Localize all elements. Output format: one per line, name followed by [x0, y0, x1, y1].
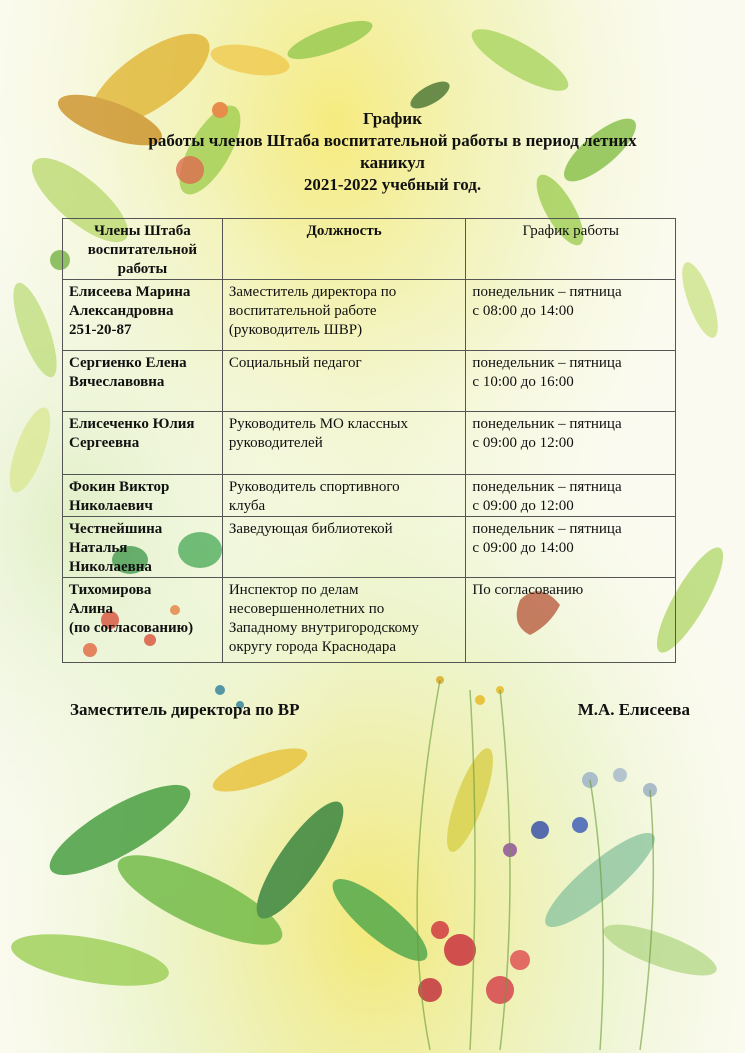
position-cell: Социальный педагог	[222, 351, 466, 412]
member-cell: Честнейшина Наталья Николаевна	[63, 517, 223, 578]
member-cell: Елисеева Марина Александровна 251-20-87	[63, 280, 223, 351]
title-line-1: График	[362, 109, 423, 128]
position-cell: Заместитель директора по воспитательной работе (руководитель ШВР)	[222, 280, 466, 351]
title-line-4: 2021-2022 учебный год.	[303, 175, 482, 194]
position-cell: Заведующая библиотекой	[222, 517, 466, 578]
signature-name: М.А. Елисеева	[577, 700, 690, 719]
schedule-cell: понедельник – пятница с 09:00 до 12:00	[466, 475, 676, 517]
table-row	[63, 351, 676, 412]
member-cell: Фокин Виктор Николаевич	[63, 475, 223, 517]
member-cell: Елисеченко Юлия Сергеевна	[63, 412, 223, 475]
header-schedule: График работы	[466, 219, 676, 280]
table-row	[63, 475, 676, 517]
position-cell: Инспектор по делам несовершеннолетних по Западному внутригородскому округу города Краснодара	[222, 578, 466, 663]
schedule-cell: понедельник – пятница с 09:00 до 12:00	[466, 412, 676, 475]
position-cell: Руководитель МО классных руководителей	[222, 412, 466, 475]
schedule-cell: понедельник – пятница с 10:00 до 16:00	[466, 351, 676, 412]
table-row	[63, 578, 676, 663]
page-title	[60, 108, 725, 196]
schedule-table	[62, 218, 676, 663]
schedule-cell: понедельник – пятница с 08:00 до 14:00	[466, 280, 676, 351]
title-line-3: каникул	[360, 153, 425, 172]
member-cell: Тихомирова Алина (по согласованию)	[63, 578, 223, 663]
schedule-cell: понедельник – пятница с 09:00 до 14:00	[466, 517, 676, 578]
table-row	[63, 517, 676, 578]
member-cell: Сергиенко Елена Вячеславовна	[63, 351, 223, 412]
position-cell: Руководитель спортивного клуба	[222, 475, 466, 517]
header-member: Члены Штаба воспитательной работы	[63, 219, 223, 280]
table-header-row	[63, 219, 676, 280]
title-line-2: работы членов Штаба воспитательной работы в период летних	[148, 131, 637, 150]
header-position: Должность	[222, 219, 466, 280]
table-row	[63, 412, 676, 475]
table-row	[63, 280, 676, 351]
schedule-cell: По согласованию	[466, 578, 676, 663]
signature-position: Заместитель директора по ВР	[70, 700, 300, 719]
